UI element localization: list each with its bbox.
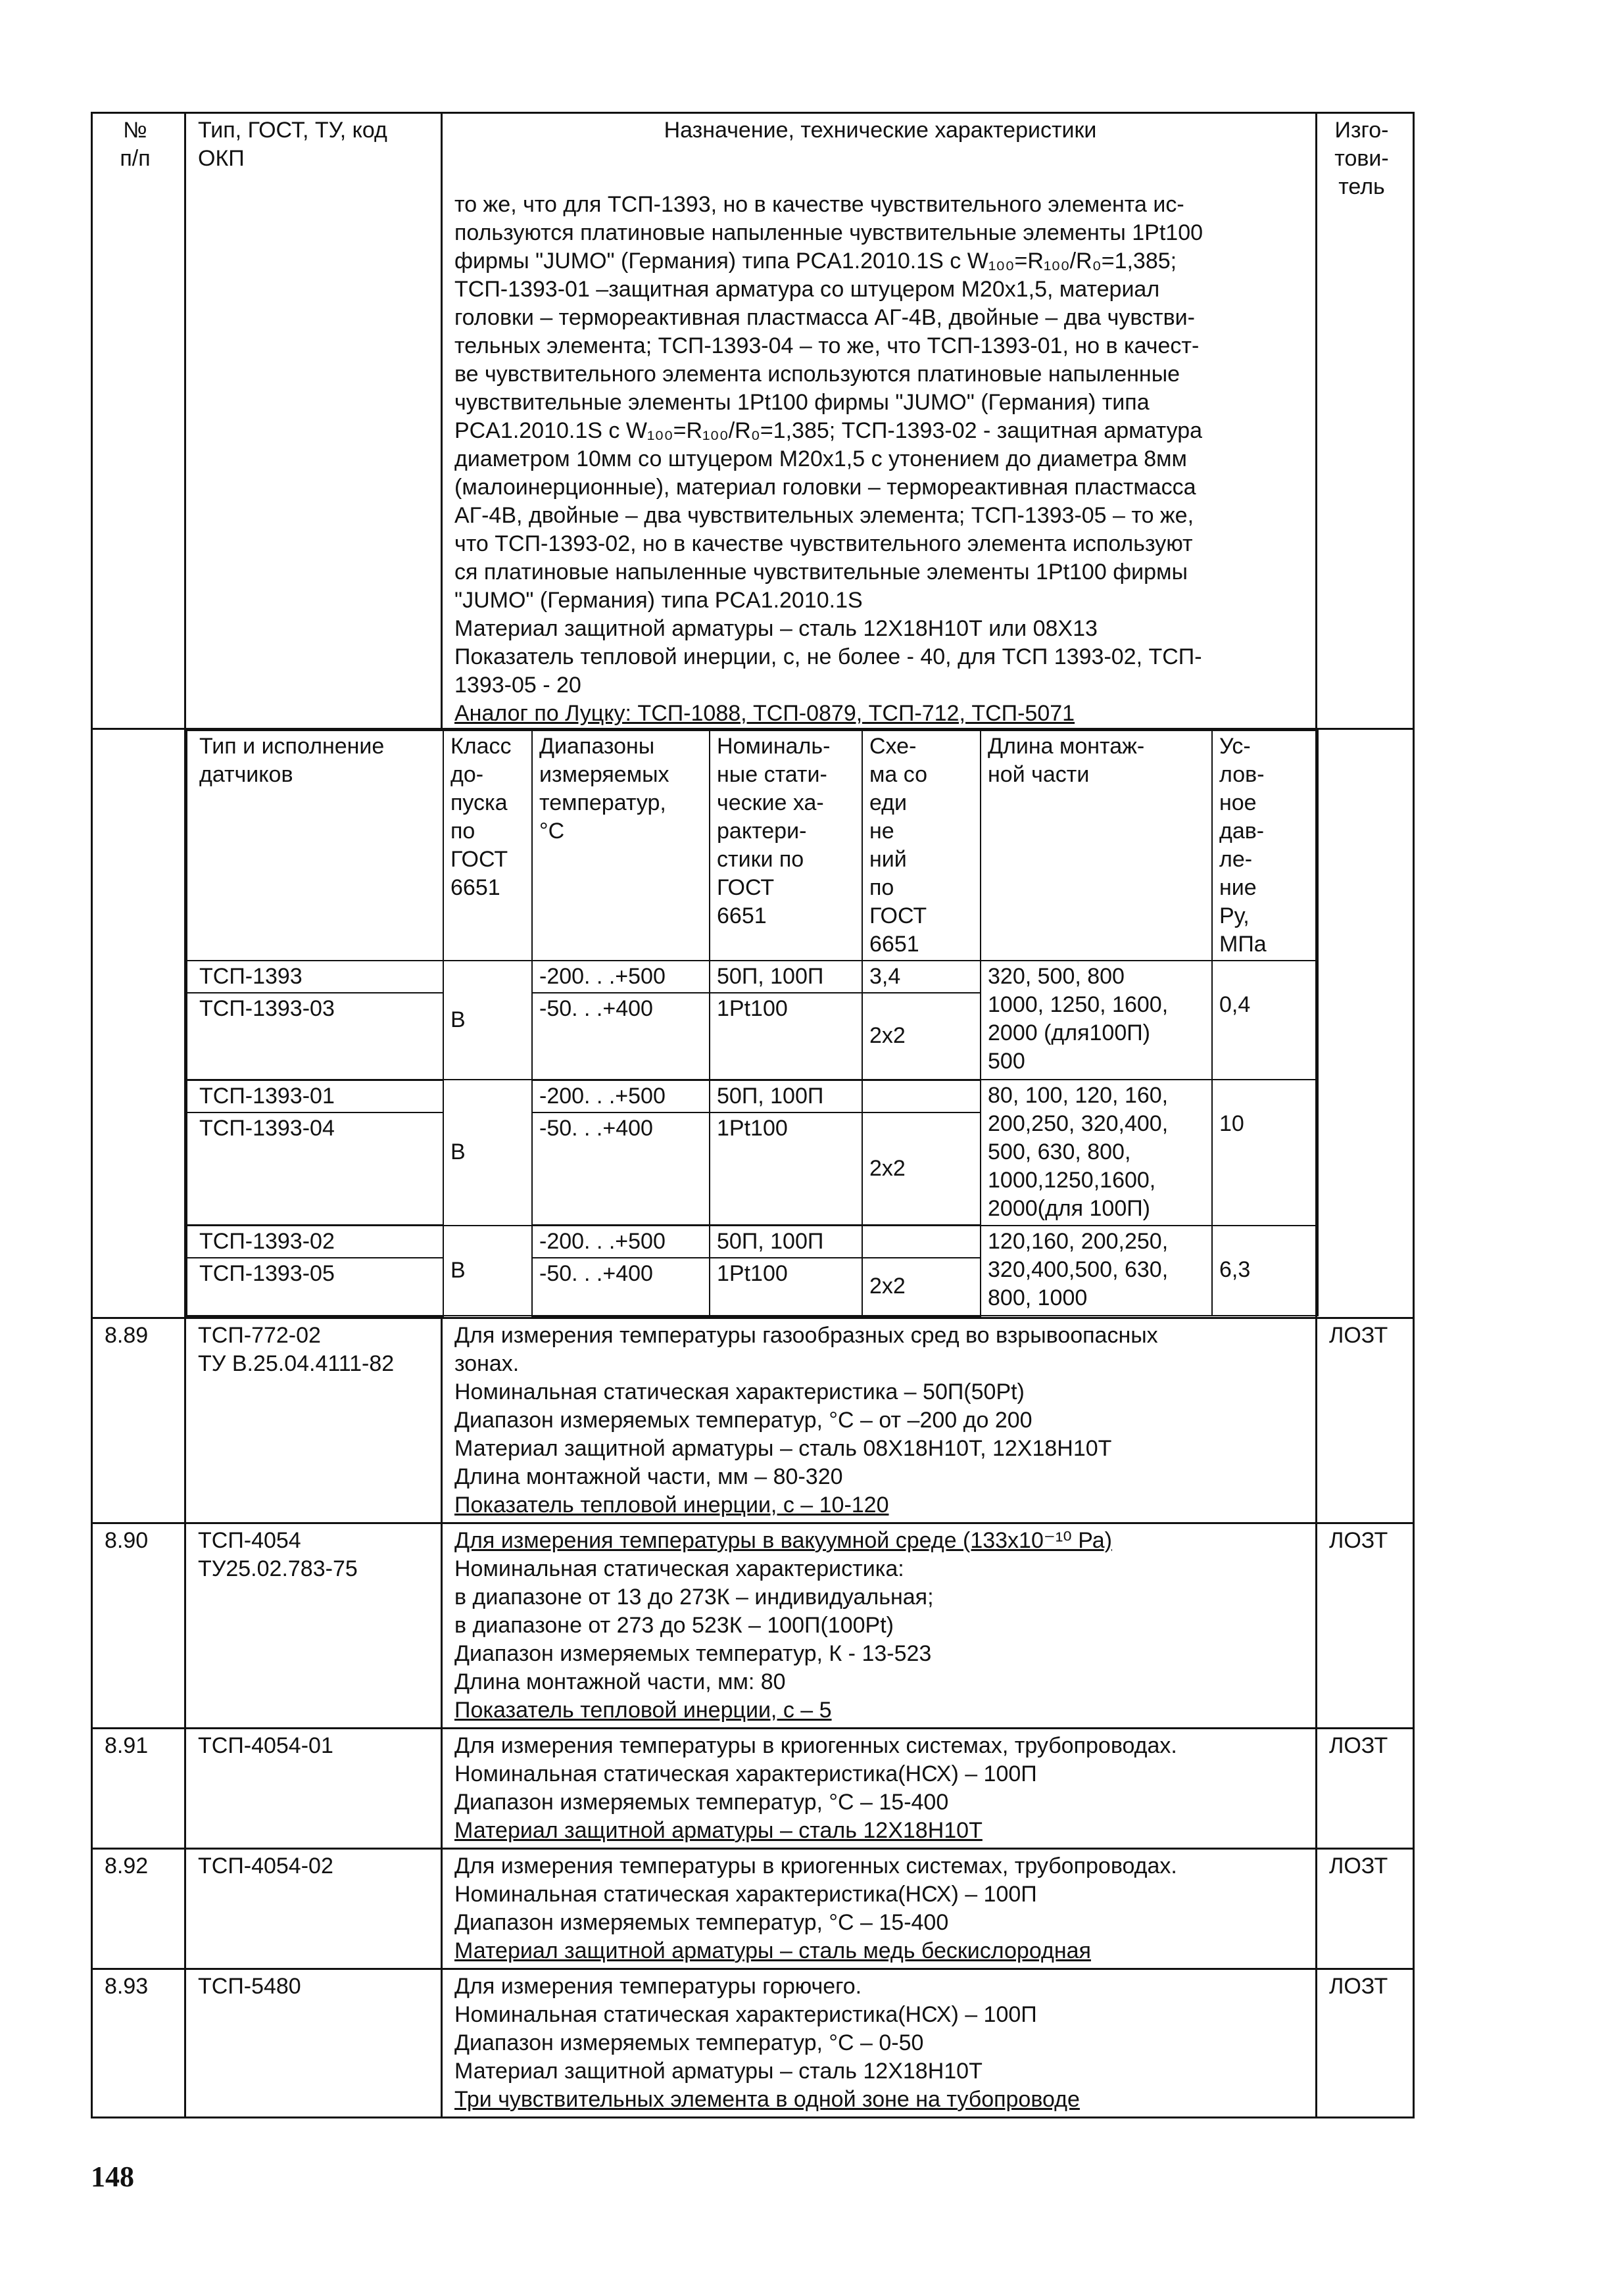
continuation-line: PCA1.2010.1S с W₁₀₀=R₁₀₀/R₀=1,385; ТСП-1393-02 - защитная арматура: [454, 418, 1203, 443]
sensor-range: -50. . .+400: [532, 1112, 710, 1226]
sensor-nsh: 1Pt100: [710, 993, 862, 1080]
description-line: Три чувствительных элемента в одной зоне на тубопроводе: [454, 2086, 1080, 2112]
sensor-type: ТСП-1393-02: [187, 1226, 443, 1258]
continuation-line: чувствительные элементы 1Pt100 фирмы "JUMO" (Германия) типа: [454, 390, 1150, 415]
description-line: Для измерения температуры в криогенных системах, трубопроводах.: [454, 1853, 1177, 1878]
sensor-scheme: 2х2: [862, 1258, 981, 1316]
sensor-nsh: 50П, 100П: [710, 961, 862, 993]
sensor-pressure: 0,4: [1212, 961, 1318, 1080]
row-maker: ЛОЗТ: [1317, 1728, 1414, 1848]
header-type: Тип, ГОСТ, ТУ, код ОКП: [185, 113, 442, 729]
row-maker: ЛОЗТ: [1317, 1318, 1414, 1523]
sensor-class: В: [443, 1226, 532, 1316]
sensor-range: -50. . .+400: [532, 1258, 710, 1316]
continuation-line: "JUMO" (Германия) типа PCA1.2010.1S: [454, 588, 863, 613]
sensor-nsh: 1Pt100: [710, 1258, 862, 1316]
description-line: в диапазоне от 13 до 273К – индивидуальная;: [454, 1584, 934, 1610]
sensor-scheme: [862, 1080, 981, 1112]
sensor-header-range: Диапазоны измеряемых температур, °С: [532, 730, 710, 961]
sensor-class: В: [443, 1080, 532, 1226]
description-line: Номинальная статическая характеристика – 50П(50Pt): [454, 1379, 1025, 1404]
description-line: Номинальная статическая характеристика(НСХ) – 100П: [454, 1881, 1037, 1907]
sensor-scheme: 2х2: [862, 993, 981, 1080]
sensor-pressure: 10: [1212, 1080, 1318, 1226]
description-line: Номинальная статическая характеристика(НСХ) – 100П: [454, 2001, 1037, 2027]
continuation-line: 1393-05 - 20: [454, 673, 581, 698]
row-type: ТСП-772-02 ТУ В.25.04.4111-82: [185, 1318, 442, 1523]
sensor-nsh: 1Pt100: [710, 1112, 862, 1226]
description-line: Диапазон измеряемых температур, °С – 0-50: [454, 2030, 924, 2055]
row-description: [442, 1523, 1317, 1728]
empty-num-cell: [92, 729, 185, 1318]
sensor-length: 120,160, 200,250, 320,400,500, 630, 800, 1000: [981, 1226, 1212, 1316]
catalog-row: [92, 1848, 1414, 1969]
sensor-table-cell: [185, 729, 1317, 1318]
description-line: в диапазоне от 273 до 523К – 100П(100Pt): [454, 1612, 894, 1638]
row-maker: ЛОЗТ: [1317, 1523, 1414, 1728]
row-type: ТСП-4054-02: [185, 1848, 442, 1969]
description-line: Диапазон измеряемых температур, °С – 15-400: [454, 1909, 949, 1935]
description-line: Диапазон измеряемых температур, К - 13-523: [454, 1640, 932, 1666]
header-num: № п/п: [92, 113, 185, 729]
description-line: Показатель тепловой инерции, с – 10-120: [454, 1492, 889, 1518]
sensor-pressure: 6,3: [1212, 1226, 1318, 1316]
description-line: Материал защитной арматуры – сталь 08Х18Н10Т, 12Х18Н10Т: [454, 1435, 1112, 1461]
description-line: Показатель тепловой инерции, с – 5: [454, 1697, 832, 1723]
continuation-line: тельных элемента; ТСП-1393-04 – то же, что ТСП-1393-01, но в качест-: [454, 333, 1200, 358]
sensor-length: 80, 100, 120, 160, 200,250, 320,400, 500, 630, 800, 1000,1250,1600, 2000(для 100П): [981, 1080, 1212, 1226]
row-number: 8.90: [92, 1523, 185, 1728]
sensor-header-length: Длина монтаж- ной части: [981, 730, 1212, 961]
continuation-line: что ТСП-1393-02, но в качестве чувствительного элемента используют: [454, 531, 1193, 556]
row-number: 8.91: [92, 1728, 185, 1848]
catalog-row: [92, 1969, 1414, 2117]
row-type: ТСП-4054-01: [185, 1728, 442, 1848]
sensor-range: -200. . .+500: [532, 961, 710, 993]
description-line: зонах.: [454, 1351, 520, 1376]
continuation-line: ве чувствительного элемента используются платиновые напыленные: [454, 362, 1180, 387]
sensor-nsh: 50П, 100П: [710, 1080, 862, 1112]
sensor-header-scheme: Схе- ма со еди не ний по ГОСТ 6651: [862, 730, 981, 961]
continuation-line: фирмы "JUMO" (Германия) типа PCA1.2010.1S с W₁₀₀=R₁₀₀/R₀=1,385;: [454, 249, 1177, 274]
sensor-type: ТСП-1393-01: [187, 1080, 443, 1112]
sensor-range: -50. . .+400: [532, 993, 710, 1080]
continuation-line: АГ-4В, двойные – два чувствительных элемента; ТСП-1393-05 – то же,: [454, 503, 1194, 528]
empty-maker-cell: [1317, 729, 1414, 1318]
description-line: Номинальная статическая характеристика(НСХ) – 100П: [454, 1761, 1037, 1786]
continuation-line: ТСП-1393-01 –защитная арматура со штуцером M20x1,5, материал: [454, 277, 1160, 302]
continuation-text: [454, 191, 1306, 728]
row-type: ТСП-4054 ТУ25.02.783-75: [185, 1523, 442, 1728]
description-line: Длина монтажной части, мм: 80: [454, 1669, 786, 1694]
description-line: Материал защитной арматуры – сталь медь бескислородная: [454, 1938, 1091, 1963]
row-description: [442, 1969, 1317, 2117]
sensor-range: -200. . .+500: [532, 1080, 710, 1112]
sensor-header-class: Класс до- пуска по ГОСТ 6651: [443, 730, 532, 961]
continuation-line: диаметром 10мм со штуцером M20x1,5 с утонением до диаметра 8мм: [454, 446, 1187, 471]
row-number: 8.89: [92, 1318, 185, 1523]
continuation-line: пользуются платиновые напыленные чувствительные элементы 1Pt100: [454, 220, 1203, 245]
description-line: Номинальная статическая характеристика:: [454, 1556, 904, 1581]
sensor-header-pressure: Ус- лов- ное дав- ле- ние Ру, МПа: [1212, 730, 1318, 961]
sensor-type: ТСП-1393-05: [187, 1258, 443, 1316]
sensor-scheme: 3,4: [862, 961, 981, 993]
description-line: Для измерения температуры горючего.: [454, 1973, 862, 1999]
sensor-type: ТСП-1393-04: [187, 1112, 443, 1226]
description-line: Для измерения температуры в криогенных системах, трубопроводах.: [454, 1733, 1177, 1758]
row-maker: ЛОЗТ: [1317, 1969, 1414, 2117]
sensor-scheme: [862, 1226, 981, 1258]
continuation-line: Аналог по Луцку: ТСП-1088, ТСП-0879, ТСП-712, ТСП-5071: [454, 701, 1075, 726]
sensor-row: [187, 1226, 1318, 1258]
header-purpose: Назначение, технические характеристики: [664, 118, 1097, 143]
catalog-row: [92, 1728, 1414, 1848]
header-maker: Изго- тови- тель: [1317, 113, 1414, 729]
catalog-row: [92, 1318, 1414, 1523]
sensor-label: Тип и исполнение датчиков: [187, 730, 443, 961]
description-line: Для измерения температуры газообразных сред во взрывоопасных: [454, 1322, 1158, 1348]
continuation-line: Материал защитной арматуры – сталь 12Х18Н10Т или 08Х13: [454, 616, 1098, 641]
continuation-line: то же, что для ТСП-1393, но в качестве чувствительного элемента ис-: [454, 192, 1184, 217]
catalog-table: [91, 112, 1415, 2118]
description-line: Для измерения температуры в вакуумной среде (133х10⁻¹⁰ Ра): [454, 1527, 1112, 1553]
sensor-table-row: [92, 729, 1414, 1318]
continuation-line: (малоинерционные), материал головки – термореактивная пластмасса: [454, 475, 1196, 500]
row-description: [442, 1318, 1317, 1523]
description-line: Материал защитной арматуры – сталь 12Х18Н10Т: [454, 2058, 983, 2084]
sensor-length: 320, 500, 800 1000, 1250, 1600, 2000 (для100П) 500: [981, 961, 1212, 1080]
header-purpose-cell: [442, 113, 1317, 729]
sensor-class: В: [443, 961, 532, 1080]
sensor-type: ТСП-1393: [187, 961, 443, 993]
sensor-header-row: [187, 730, 1318, 961]
description-line: Диапазон измеряемых температур, °С – от –200 до 200: [454, 1407, 1033, 1433]
sensor-header-nsh: Номиналь- ные стати- ческие ха- рактери- стики по ГОСТ 6651: [710, 730, 862, 961]
row-number: 8.92: [92, 1848, 185, 1969]
row-maker: ЛОЗТ: [1317, 1848, 1414, 1969]
header-row: [92, 113, 1414, 729]
sensor-row: [187, 961, 1318, 993]
row-number: 8.93: [92, 1969, 185, 2117]
row-description: [442, 1848, 1317, 1969]
sensor-range: -200. . .+500: [532, 1226, 710, 1258]
description-line: Диапазон измеряемых температур, °С – 15-400: [454, 1789, 949, 1815]
continuation-line: ся платиновые напыленные чувствительные элементы 1Pt100 фирмы: [454, 560, 1188, 585]
sensor-table: [186, 730, 1319, 1317]
sensor-scheme: 2х2: [862, 1112, 981, 1226]
continuation-line: головки – термореактивная пластмасса АГ-4В, двойные – два чувстви-: [454, 305, 1195, 330]
sensor-row: [187, 1080, 1318, 1112]
description-line: Длина монтажной части, мм – 80-320: [454, 1464, 843, 1489]
catalog-row: [92, 1523, 1414, 1728]
sensor-nsh: 50П, 100П: [710, 1226, 862, 1258]
description-line: Материал защитной арматуры – сталь 12Х18Н10Т: [454, 1817, 983, 1843]
row-description: [442, 1728, 1317, 1848]
continuation-line: Показатель тепловой инерции, с, не более - 40, для ТСП 1393-02, ТСП-: [454, 644, 1202, 669]
page-number: 148: [91, 2161, 134, 2193]
row-type: ТСП-5480: [185, 1969, 442, 2117]
sensor-type: ТСП-1393-03: [187, 993, 443, 1080]
